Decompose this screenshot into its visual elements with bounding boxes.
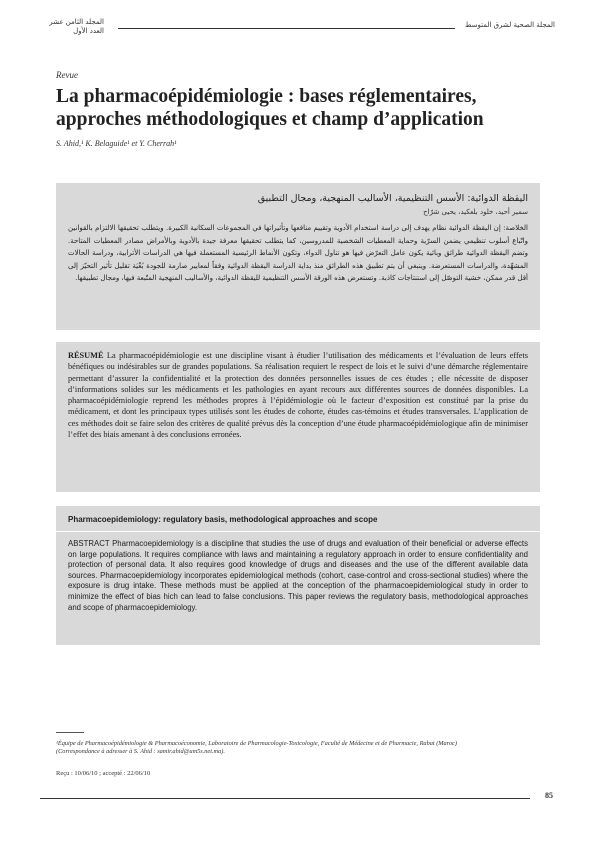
journal-name: المجلة الصحية لشرق المتوسط (465, 21, 555, 29)
footnote-rule (56, 732, 84, 733)
article-title (56, 85, 556, 131)
article-authors: S. Ahid,¹ K. Belaguide¹ et Y. Cherrah¹ (56, 139, 177, 148)
affiliation-footnote: ¹Équipe de Pharmacoépidémiologie & Pharmacoéconomie, Laboratoire de Pharmacologie-Toxicologie, Faculté de Médecine et de Pharmacie, Rabat (Maroc) (Correspondance à adresser à S. Ahid : samir.ahid@um5s.net.ma). (56, 740, 457, 756)
french-abstract-keyword: RÉSUMÉ (68, 351, 104, 360)
arabic-abstract-title: اليقظة الدوائية: الأسس التنظيمية، الأساليب المنهجية، ومجال التطبيق (257, 193, 528, 204)
arabic-abstract-box (56, 183, 540, 330)
volume-label: المجلد الثامن عشر (49, 18, 104, 26)
french-abstract-text: La pharmacoépidémiologie est une discipline visant à étudier l’utilisation des médicaments et l’évaluation de leurs effets bénéfiques ou indésirables sur de grandes populations. Sa réalisation requiert le respect de lois et le suivi d’une démarche réglementaire permettant d’assurer la confidentialité et la protection des données personnelles issues de ces études ; elle nécessite de disposer d’informations solides sur les médicaments et les pathologies en ayant recours aux différentes sources de données disponibles. La pharmacoépidémiologie reprend les méthodes propres à l’épidémiologie où le facteur d’exposition est constitué par la prise du médicament, et dont les principaux types utilisés sont les études de cohorte, études cas-témoins et études transversales. L’application de ces méthodes doit se faire selon des critères de qualité prévus dès la conception d’une étude pharmacoépidémiologique afin de minimiser l’effet des biais amenant à des conclusions erronées. (68, 351, 528, 440)
arabic-abstract-text: الخلاصة: إن اليقظة الدوائية نظام يهدف إلى دراسة استخدام الأدوية وتقييم منافعها وتأثيراتها في المجموعات السكانية الكبيرة. ويتطلب تحقيقها الالتزام بالقوانين واتّباع أسلوب تنظيمي يضمن السرّية وحماية المعطيات الشخصية للمدروسين، كما يتطلب تحقيقها معرفة جيدة بالأدوية وبالأمراض مصادر المعطيات المتاحة. وتضم اليقظة الدوائية طرائق وبائية يكون عامل التعرّض فيها هو تناول الدواء، وتكون الأنماط الرئيسية المستعملة فيها هي الدراسات الأترابية، ودراسة الحالات المشهِّدة، والدراسات المستعرضة. وينبغي أن يتم تطبيق هذه الطرائق منذ بداية الدراسة اليقظة الدوائية وفقاً لمعايير صارمة للجودة بُغْيَة تقليل تأثير التحيّز إلى أقل قدر ممكن، خشية التوصّل إلى استنتاجات كاذبة. وتستعرض هذه الورقة الأسس التنظيمية لليقظة الدوائية، والأساليب المنهجية المتّبعة فيها، ومجال تطبيقها. (68, 224, 528, 282)
section-label: Revue (56, 70, 78, 80)
page-number: 85 (545, 791, 553, 800)
page-header (40, 18, 555, 48)
french-abstract (68, 350, 528, 440)
received-dates: Reçu : 10/06/10 ; accepté : 22/06/10 (56, 770, 151, 777)
french-abstract-box (56, 342, 540, 492)
arabic-abstract-authors: سمير أحيد، خلود بلعكيد، يحيى شرّاح (423, 208, 528, 216)
issue-label: العدد الأول (73, 27, 104, 35)
english-abstract-box (56, 506, 540, 645)
english-abstract-title: Pharmacoepidemiology: regulatory basis, methodological approaches and scope (56, 515, 540, 532)
header-rule (118, 28, 455, 29)
english-abstract-text: ABSTRACT Pharmacoepidemiology is a discipline that studies the use of drugs and evaluation of their beneficial or adverse effects on large populations. It requires compliance with laws and maintaining a regulatory approach in order to ensure confidentiality and protection of personal data. It also requires good knowledge of drugs and diseases and the use of the different available data sources. Pharmacoepidemiology incorporates epidemiological methods (cohort, case-control and cross-sectional studies) where the exposure is drug intake. These methods must be applied at the conception of the pharmacoepidemiological study in order to minimize the effect of bias hich can lead to false conclusions. This paper reviews the regulatory basis, methodological approaches and scope of pharmacoepidemiology. (68, 539, 528, 612)
title-line-2: approches méthodologiques et champ d’application (56, 109, 484, 130)
title-line-1: La pharmacoépidémiologie : bases réglementaires, (56, 86, 477, 107)
footer-rule (40, 798, 530, 799)
journal-volume-info (40, 18, 104, 36)
